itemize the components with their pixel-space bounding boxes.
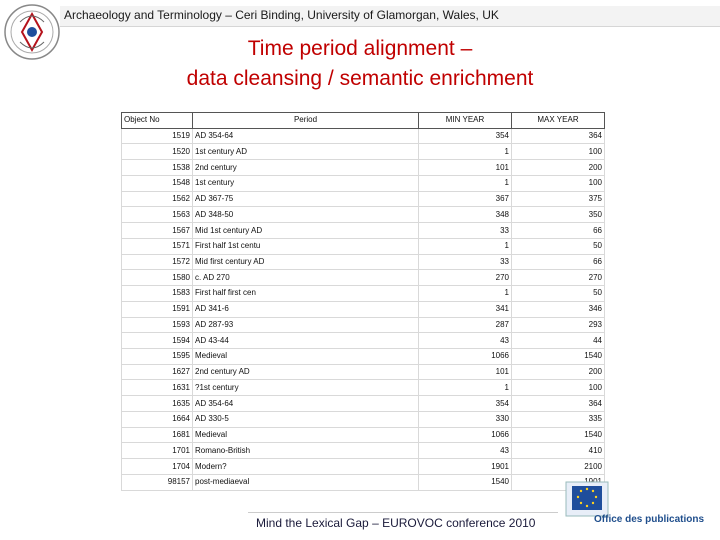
table-header-row: [122, 113, 605, 129]
cell-max-year: 410: [512, 443, 605, 459]
cell-max-year: 346: [512, 301, 605, 317]
table-row: [122, 427, 605, 443]
cell-period: AD 287-93: [193, 317, 419, 333]
cell-period: Medieval: [193, 349, 419, 365]
cell-object-no: 1538: [122, 160, 193, 176]
cell-min-year: 101: [419, 160, 512, 176]
cell-period: AD 367-75: [193, 191, 419, 207]
cell-period: AD 348-50: [193, 207, 419, 223]
table-row: [122, 270, 605, 286]
cell-min-year: 354: [419, 396, 512, 412]
table-row: [122, 380, 605, 396]
cell-object-no: 1627: [122, 364, 193, 380]
cell-period: ?1st century: [193, 380, 419, 396]
cell-object-no: 1563: [122, 207, 193, 223]
cell-max-year: 66: [512, 254, 605, 270]
table-row: [122, 207, 605, 223]
cell-min-year: 33: [419, 254, 512, 270]
cell-max-year: 100: [512, 380, 605, 396]
title-line-1: Time period alignment –: [247, 37, 473, 60]
table-row: [122, 411, 605, 427]
cell-period: post-mediaeval: [193, 474, 419, 490]
cell-object-no: 1520: [122, 144, 193, 160]
cell-period: AD 43-44: [193, 333, 419, 349]
table-row: [122, 349, 605, 365]
cell-object-no: 1664: [122, 411, 193, 427]
cell-period: Mid first century AD: [193, 254, 419, 270]
cell-max-year: 50: [512, 238, 605, 254]
cell-object-no: 1704: [122, 459, 193, 475]
header-object-no: Object No: [122, 113, 193, 129]
table-row: [122, 254, 605, 270]
cell-max-year: 44: [512, 333, 605, 349]
cell-period: c. AD 270: [193, 270, 419, 286]
cell-object-no: 1548: [122, 175, 193, 191]
cell-min-year: 1066: [419, 427, 512, 443]
table-row: [122, 144, 605, 160]
table-row: [122, 474, 605, 490]
cell-object-no: 1631: [122, 380, 193, 396]
cell-object-no: 1562: [122, 191, 193, 207]
cell-min-year: 330: [419, 411, 512, 427]
table-row: [122, 301, 605, 317]
cell-min-year: 1066: [419, 349, 512, 365]
cell-object-no: 1519: [122, 128, 193, 144]
cell-period: First half 1st centu: [193, 238, 419, 254]
table-row: [122, 238, 605, 254]
cell-period: Romano-British: [193, 443, 419, 459]
cell-period: AD 330-5: [193, 411, 419, 427]
cell-object-no: 1571: [122, 238, 193, 254]
cell-max-year: 100: [512, 144, 605, 160]
cell-min-year: 270: [419, 270, 512, 286]
cell-object-no: 1572: [122, 254, 193, 270]
cell-min-year: 1901: [419, 459, 512, 475]
cell-period: Mid 1st century AD: [193, 223, 419, 239]
cell-object-no: 1701: [122, 443, 193, 459]
cell-object-no: 1591: [122, 301, 193, 317]
cell-min-year: 1: [419, 144, 512, 160]
header-min-year: MIN YEAR: [419, 113, 512, 129]
cell-max-year: 335: [512, 411, 605, 427]
cell-min-year: 33: [419, 223, 512, 239]
cell-object-no: 1595: [122, 349, 193, 365]
cell-object-no: 1593: [122, 317, 193, 333]
cell-period: 2nd century AD: [193, 364, 419, 380]
cell-object-no: 1635: [122, 396, 193, 412]
cell-min-year: 341: [419, 301, 512, 317]
cell-min-year: 101: [419, 364, 512, 380]
cell-min-year: 348: [419, 207, 512, 223]
header-max-year: MAX YEAR: [512, 113, 605, 129]
table-row: [122, 175, 605, 191]
table-row: [122, 396, 605, 412]
footer-divider: [248, 512, 558, 513]
cell-period: 1st century AD: [193, 144, 419, 160]
slide-title: [0, 34, 720, 94]
title-line-2: data cleansing / semantic enrichment: [186, 67, 534, 90]
cell-max-year: 1540: [512, 349, 605, 365]
table-body: [122, 128, 605, 490]
cell-max-year: 1540: [512, 427, 605, 443]
table-row: [122, 286, 605, 302]
table-row: [122, 459, 605, 475]
cell-object-no: 1567: [122, 223, 193, 239]
header-period: Period: [193, 113, 419, 129]
cell-max-year: 66: [512, 223, 605, 239]
cell-period: First half first cen: [193, 286, 419, 302]
cell-max-year: 50: [512, 286, 605, 302]
table-row: [122, 364, 605, 380]
table-row: [122, 443, 605, 459]
office-publications-logo-text: Office des publications: [594, 514, 705, 525]
cell-period: Medieval: [193, 427, 419, 443]
cell-min-year: 43: [419, 443, 512, 459]
cell-period: 2nd century: [193, 160, 419, 176]
cell-max-year: 2100: [512, 459, 605, 475]
cell-min-year: 1: [419, 286, 512, 302]
cell-min-year: 367: [419, 191, 512, 207]
table-row: [122, 191, 605, 207]
table-row: [122, 333, 605, 349]
cell-min-year: 1: [419, 380, 512, 396]
cell-min-year: 43: [419, 333, 512, 349]
cell-period: 1st century: [193, 175, 419, 191]
cell-min-year: 1: [419, 238, 512, 254]
cell-max-year: 350: [512, 207, 605, 223]
cell-max-year: 200: [512, 160, 605, 176]
cell-min-year: 1540: [419, 474, 512, 490]
cell-max-year: 364: [512, 128, 605, 144]
cell-object-no: 1594: [122, 333, 193, 349]
header-text: Archaeology and Terminology – Ceri Binding, University of Glamorgan, Wales, UK: [64, 8, 499, 22]
cell-object-no: 1583: [122, 286, 193, 302]
cell-max-year: 100: [512, 175, 605, 191]
cell-period: Modern?: [193, 459, 419, 475]
cell-max-year: 375: [512, 191, 605, 207]
cell-max-year: 364: [512, 396, 605, 412]
time-period-table: [121, 112, 605, 491]
cell-min-year: 354: [419, 128, 512, 144]
cell-period: AD 354-64: [193, 128, 419, 144]
cell-min-year: 1: [419, 175, 512, 191]
cell-object-no: 1580: [122, 270, 193, 286]
cell-object-no: 98157: [122, 474, 193, 490]
cell-period: AD 354-64: [193, 396, 419, 412]
table-row: [122, 223, 605, 239]
cell-max-year: 200: [512, 364, 605, 380]
table-row: [122, 128, 605, 144]
table-row: [122, 317, 605, 333]
cell-period: AD 341-6: [193, 301, 419, 317]
cell-max-year: 293: [512, 317, 605, 333]
cell-object-no: 1681: [122, 427, 193, 443]
cell-min-year: 287: [419, 317, 512, 333]
table-row: [122, 160, 605, 176]
footer-text: Mind the Lexical Gap – EUROVOC conference 2010: [256, 516, 536, 530]
cell-max-year: 270: [512, 270, 605, 286]
